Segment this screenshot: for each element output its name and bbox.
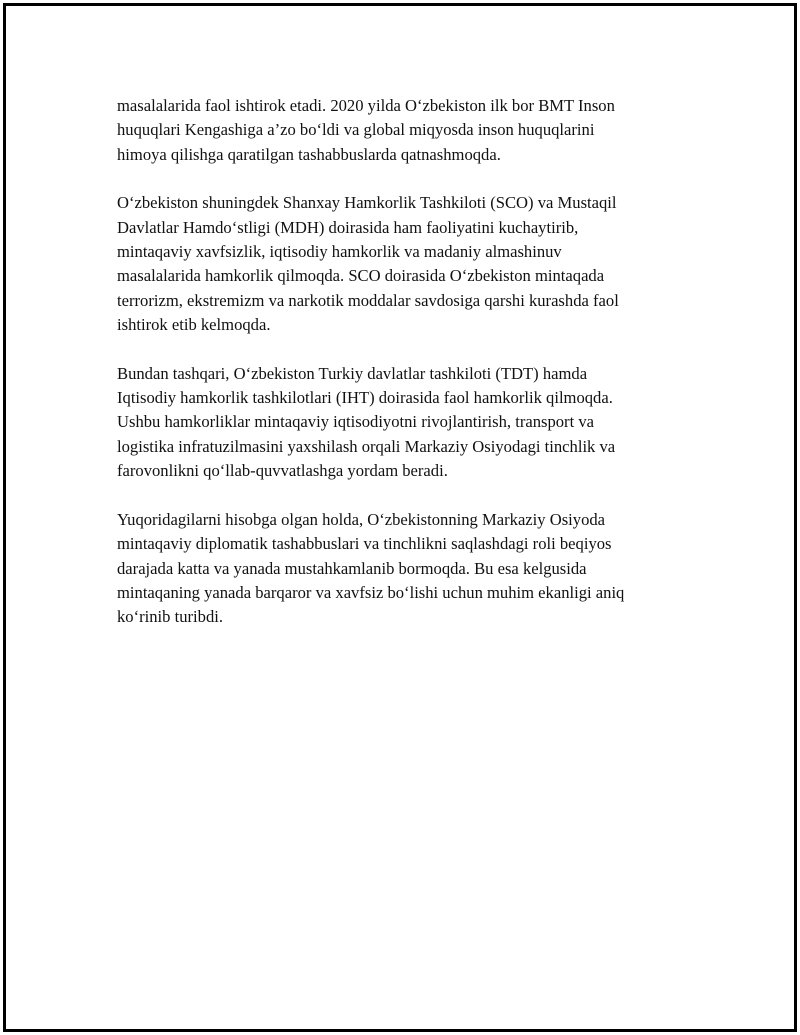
paragraph-line: farovonlikni qo‘llab-quvvatlashga yordam beradi.	[117, 461, 448, 481]
paragraph-line: Ushbu hamkorliklar mintaqaviy iqtisodiyotni rivojlantirish, transport va	[117, 412, 595, 432]
paragraph-line: logistika infratuzilmasini yaxshilash orqali Markaziy Osiyodagi tinchlik va	[117, 436, 616, 456]
paragraph-line: O‘zbekiston shuningdek Shanxay Hamkorlik Tashkiloti (SCO) va Mustaqil	[117, 193, 617, 213]
paragraph-4	[117, 508, 692, 630]
paragraph-1	[117, 94, 692, 167]
paragraph-line: Yuqoridagilarni hisobga olgan holda, O‘zbekistonning Markaziy Osiyoda	[117, 509, 606, 529]
paragraph-line: huquqlari Kengashiga a’zo bo‘ldi va global miqyosda inson huquqlarini	[117, 120, 595, 140]
paragraph-line: himoya qilishga qaratilgan tashabbuslarda qatnashmoqda.	[117, 144, 501, 164]
paragraph-line: ko‘rinib turibdi.	[117, 607, 224, 627]
paragraph-line: terrorizm, ekstremizm va narkotik moddalar savdosiga qarshi kurashda faol	[117, 290, 619, 310]
paragraph-line: mintaqaning yanada barqaror va xavfsiz bo‘lishi uchun muhim ekanligi aniq	[117, 582, 625, 602]
paragraph-line: masalalarida faol ishtirok etadi. 2020 yilda O‘zbekiston ilk bor BMT Inson	[117, 96, 615, 115]
paragraph-line: Davlatlar Hamdo‘stligi (MDH) doirasida ham faoliyatini kuchaytirib,	[117, 217, 579, 237]
paragraph-line: mintaqaviy diplomatik tashabbuslari va tinchlikni saqlashdagi roli beqiyos	[117, 534, 612, 554]
paragraph-line: mintaqaviy xavfsizlik, iqtisodiy hamkorlik va madaniy almashinuv	[117, 242, 562, 262]
paragraph-line: darajada katta va yanada mustahkamlanib bormoqda. Bu esa kelgusida	[117, 558, 587, 578]
paragraph-line: ishtirok etib kelmoqda.	[117, 315, 271, 335]
paragraph-line: masalalarida hamkorlik qilmoqda. SCO doirasida O‘zbekiston mintaqada	[117, 266, 605, 286]
paragraph-line: Iqtisodiy hamkorlik tashkilotlari (IHT) doirasida faol hamkorlik qilmoqda.	[117, 388, 613, 408]
paragraph-line: Bundan tashqari, O‘zbekiston Turkiy davlatlar tashkiloti (TDT) hamda	[117, 363, 588, 383]
paragraph-3	[117, 362, 692, 484]
paragraph-2	[117, 191, 692, 337]
document-body	[117, 94, 692, 654]
